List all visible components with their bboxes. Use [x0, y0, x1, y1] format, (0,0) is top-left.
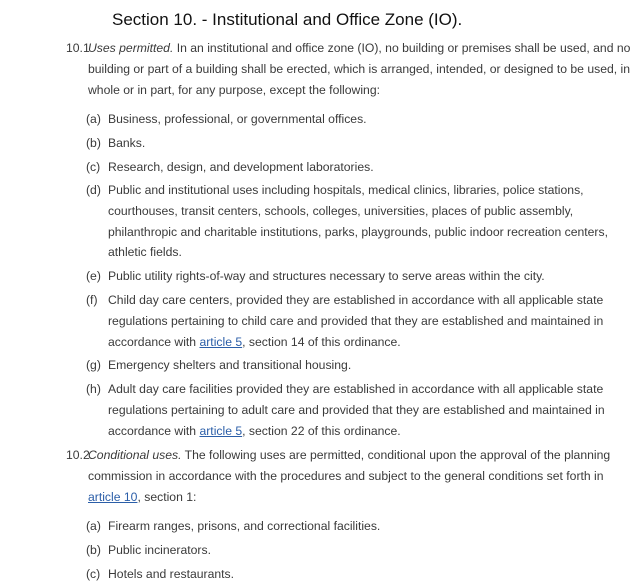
item-label: (a) [86, 112, 101, 126]
subsection-title: Uses permitted. [88, 41, 174, 55]
item-label: (b) [86, 136, 101, 150]
item-text: Public utility rights-of-way and structures necessary to serve areas within the city. [108, 269, 545, 283]
item-label: (h) [86, 382, 101, 396]
item-text: Emergency shelters and transitional housing. [108, 358, 352, 372]
list-item-b [86, 133, 632, 154]
list-item-c [86, 157, 632, 178]
item-label: (b) [86, 543, 101, 557]
list-item-c [86, 564, 632, 585]
subsection-title: Conditional uses. [88, 448, 182, 462]
item-text: Public incinerators. [108, 543, 211, 557]
list-item-h [86, 379, 632, 441]
article-5-link[interactable]: article 5 [199, 334, 243, 349]
item-label: (a) [86, 519, 101, 533]
subsection-10-2 [66, 445, 632, 507]
subsection-text-pre: The following uses are permitted, conditional upon the approval of the planning commission in accordance with the procedures and subject to the general conditions set forth in [88, 448, 611, 483]
subsection-text-post: , section 1: [137, 489, 197, 504]
item-text: Banks. [108, 136, 146, 150]
list-item-d [86, 180, 632, 263]
item-label: (c) [86, 567, 101, 581]
item-text-pre: Child day care centers, provided they are established in accordance with all applicable state regulations pertaining to child care and provided that they are established and maintained in accordance with [108, 293, 604, 349]
subsection-number: 10.2 [66, 448, 90, 462]
list-item-e [86, 266, 632, 287]
item-text: Research, design, and development laboratories. [108, 160, 374, 174]
item-text-pre: Adult day care facilities provided they are established in accordance with all applicable state regulations pertaining to adult care and provided that they are established and maintained in accordance with [108, 382, 605, 438]
item-text-post: , section 22 of this ordinance. [242, 423, 401, 438]
item-text: Public and institutional uses including hospitals, medical clinics, libraries, police stations, courthouses, transit centers, schools, colleges, universities, places of public assembly, philanthropic and charitable institutions, parks, playgrounds, public indoor recreation centers, athletic fields. [108, 183, 608, 260]
item-text-post: , section 14 of this ordinance. [242, 334, 401, 349]
item-label: (g) [86, 358, 101, 372]
section-heading: Section 10. - Institutional and Office Zone (IO). [112, 10, 463, 29]
subsection-text: In an institutional and office zone (IO), no building or premises shall be used, and no building or part of a building shall be erected, which is arranged, intended, or designed to be used, in whole or in part, for any purpose, except the following: [88, 41, 631, 97]
item-label: (e) [86, 269, 101, 283]
subsection-10-1 [66, 38, 632, 100]
article-10-link[interactable]: article 10 [88, 489, 138, 504]
list-item-b [86, 540, 632, 561]
item-text: Business, professional, or governmental offices. [108, 112, 367, 126]
list-item-a [86, 516, 632, 537]
item-text: Hotels and restaurants. [108, 567, 235, 581]
subsection-number: 10.1 [66, 41, 90, 55]
list-item-f [86, 290, 632, 352]
item-label: (d) [86, 183, 101, 197]
list-item-g [86, 355, 632, 376]
list-item-a [86, 109, 632, 130]
item-text: Firearm ranges, prisons, and correctional facilities. [108, 519, 381, 533]
item-label: (c) [86, 160, 101, 174]
article-5-link[interactable]: article 5 [199, 423, 243, 438]
item-label: (f) [86, 293, 98, 307]
